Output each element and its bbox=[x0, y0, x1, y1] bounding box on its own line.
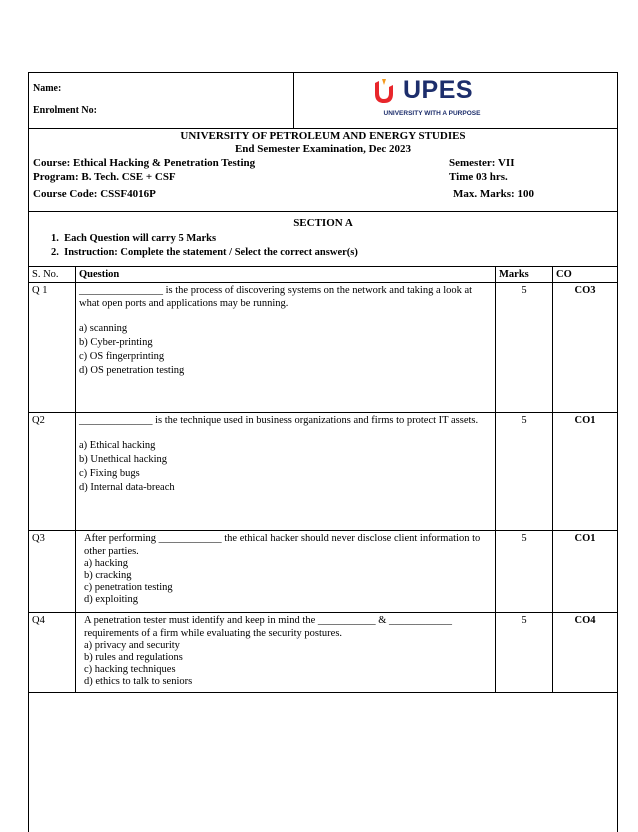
option-c: c) hacking techniques bbox=[84, 664, 176, 675]
option-a: a) hacking bbox=[84, 558, 129, 569]
header-sno: S. No. bbox=[29, 267, 76, 283]
co-value: CO1 bbox=[553, 413, 618, 531]
question-text: ________________ is the process of discovering systems on the network and taking a look at what open ports and applications may be running. bbox=[79, 285, 473, 309]
co-value: CO4 bbox=[553, 613, 618, 693]
option-d: d) exploiting bbox=[84, 594, 138, 605]
table-row bbox=[29, 531, 618, 613]
question-text: A penetration tester must identify and keep in mind the ___________ & ____________ requirements of a firm while evaluating the security postures. bbox=[84, 615, 453, 639]
section-title: SECTION A bbox=[293, 217, 353, 229]
question-number: Q4 bbox=[29, 613, 76, 693]
upes-logo bbox=[373, 76, 493, 124]
table-row bbox=[29, 613, 618, 693]
co-value: CO1 bbox=[553, 531, 618, 613]
questions-table bbox=[28, 266, 618, 693]
header-question: Question bbox=[76, 267, 496, 283]
name-label: Name: bbox=[33, 83, 62, 94]
co-value: CO3 bbox=[553, 283, 618, 413]
program: Program: B. Tech. CSE + CSF bbox=[33, 171, 176, 183]
semester: Semester: VII bbox=[449, 157, 515, 169]
max-marks: Max. Marks: 100 bbox=[453, 188, 534, 200]
question-number: Q2 bbox=[29, 413, 76, 531]
table-row bbox=[29, 283, 618, 413]
question-text: After performing ____________ the ethical hacker should never disclose client information to other parties. bbox=[84, 533, 481, 557]
student-details-box bbox=[29, 73, 294, 128]
divider bbox=[29, 211, 617, 212]
question-cell bbox=[76, 531, 496, 613]
header-marks: Marks bbox=[496, 267, 553, 283]
options-list bbox=[79, 439, 492, 495]
question-cell bbox=[76, 613, 496, 693]
marks-value: 5 bbox=[496, 531, 553, 613]
option-b: b) Cyber-printing bbox=[79, 337, 153, 348]
marks-value: 5 bbox=[496, 413, 553, 531]
logo-wordmark: UPES bbox=[403, 76, 474, 104]
option-a: a) scanning bbox=[79, 323, 128, 334]
options-list bbox=[84, 640, 492, 688]
table-header-row bbox=[29, 267, 618, 283]
question-cell bbox=[76, 413, 496, 531]
question-number: Q 1 bbox=[29, 283, 76, 413]
marks-value: 5 bbox=[496, 283, 553, 413]
option-c: c) Fixing bugs bbox=[79, 468, 140, 479]
enrolment-label: Enrolment No: bbox=[33, 105, 97, 116]
exam-duration: Time 03 hrs. bbox=[449, 171, 508, 183]
option-c: c) OS fingerprinting bbox=[79, 351, 165, 362]
course-code: Course Code: CSSF4016P bbox=[33, 188, 156, 200]
table-row bbox=[29, 413, 618, 531]
option-b: b) cracking bbox=[84, 570, 132, 581]
upes-logo-icon bbox=[373, 79, 395, 105]
option-a: a) privacy and security bbox=[84, 640, 180, 651]
exam-paper bbox=[28, 72, 618, 832]
option-d: d) ethics to talk to seniors bbox=[84, 676, 193, 687]
header-co: CO bbox=[553, 267, 618, 283]
university-name: UNIVERSITY OF PETROLEUM AND ENERGY STUDIES bbox=[180, 130, 466, 142]
question-number: Q3 bbox=[29, 531, 76, 613]
question-cell bbox=[76, 283, 496, 413]
course-name: Course: Ethical Hacking & Penetration Testing bbox=[33, 157, 256, 169]
question-text: ______________ is the technique used in business organizations and firms to protect IT assets. bbox=[79, 415, 479, 426]
instruction-1: 1. Each Question will carry 5 Marks bbox=[51, 233, 217, 244]
instruction-2: 2. Instruction: Complete the statement / Select the correct answer(s) bbox=[51, 247, 358, 258]
option-d: d) OS penetration testing bbox=[79, 365, 185, 376]
option-c: c) penetration testing bbox=[84, 582, 173, 593]
option-b: b) rules and regulations bbox=[84, 652, 183, 663]
options-list bbox=[84, 558, 492, 606]
logo-tagline: UNIVERSITY WITH A PURPOSE bbox=[383, 110, 481, 117]
options-list bbox=[79, 322, 492, 378]
marks-value: 5 bbox=[496, 613, 553, 693]
option-d: d) Internal data-breach bbox=[79, 482, 175, 493]
header-box bbox=[29, 73, 617, 129]
option-b: b) Unethical hacking bbox=[79, 454, 168, 465]
option-a: a) Ethical hacking bbox=[79, 440, 156, 451]
exam-title: End Semester Examination, Dec 2023 bbox=[234, 143, 412, 155]
